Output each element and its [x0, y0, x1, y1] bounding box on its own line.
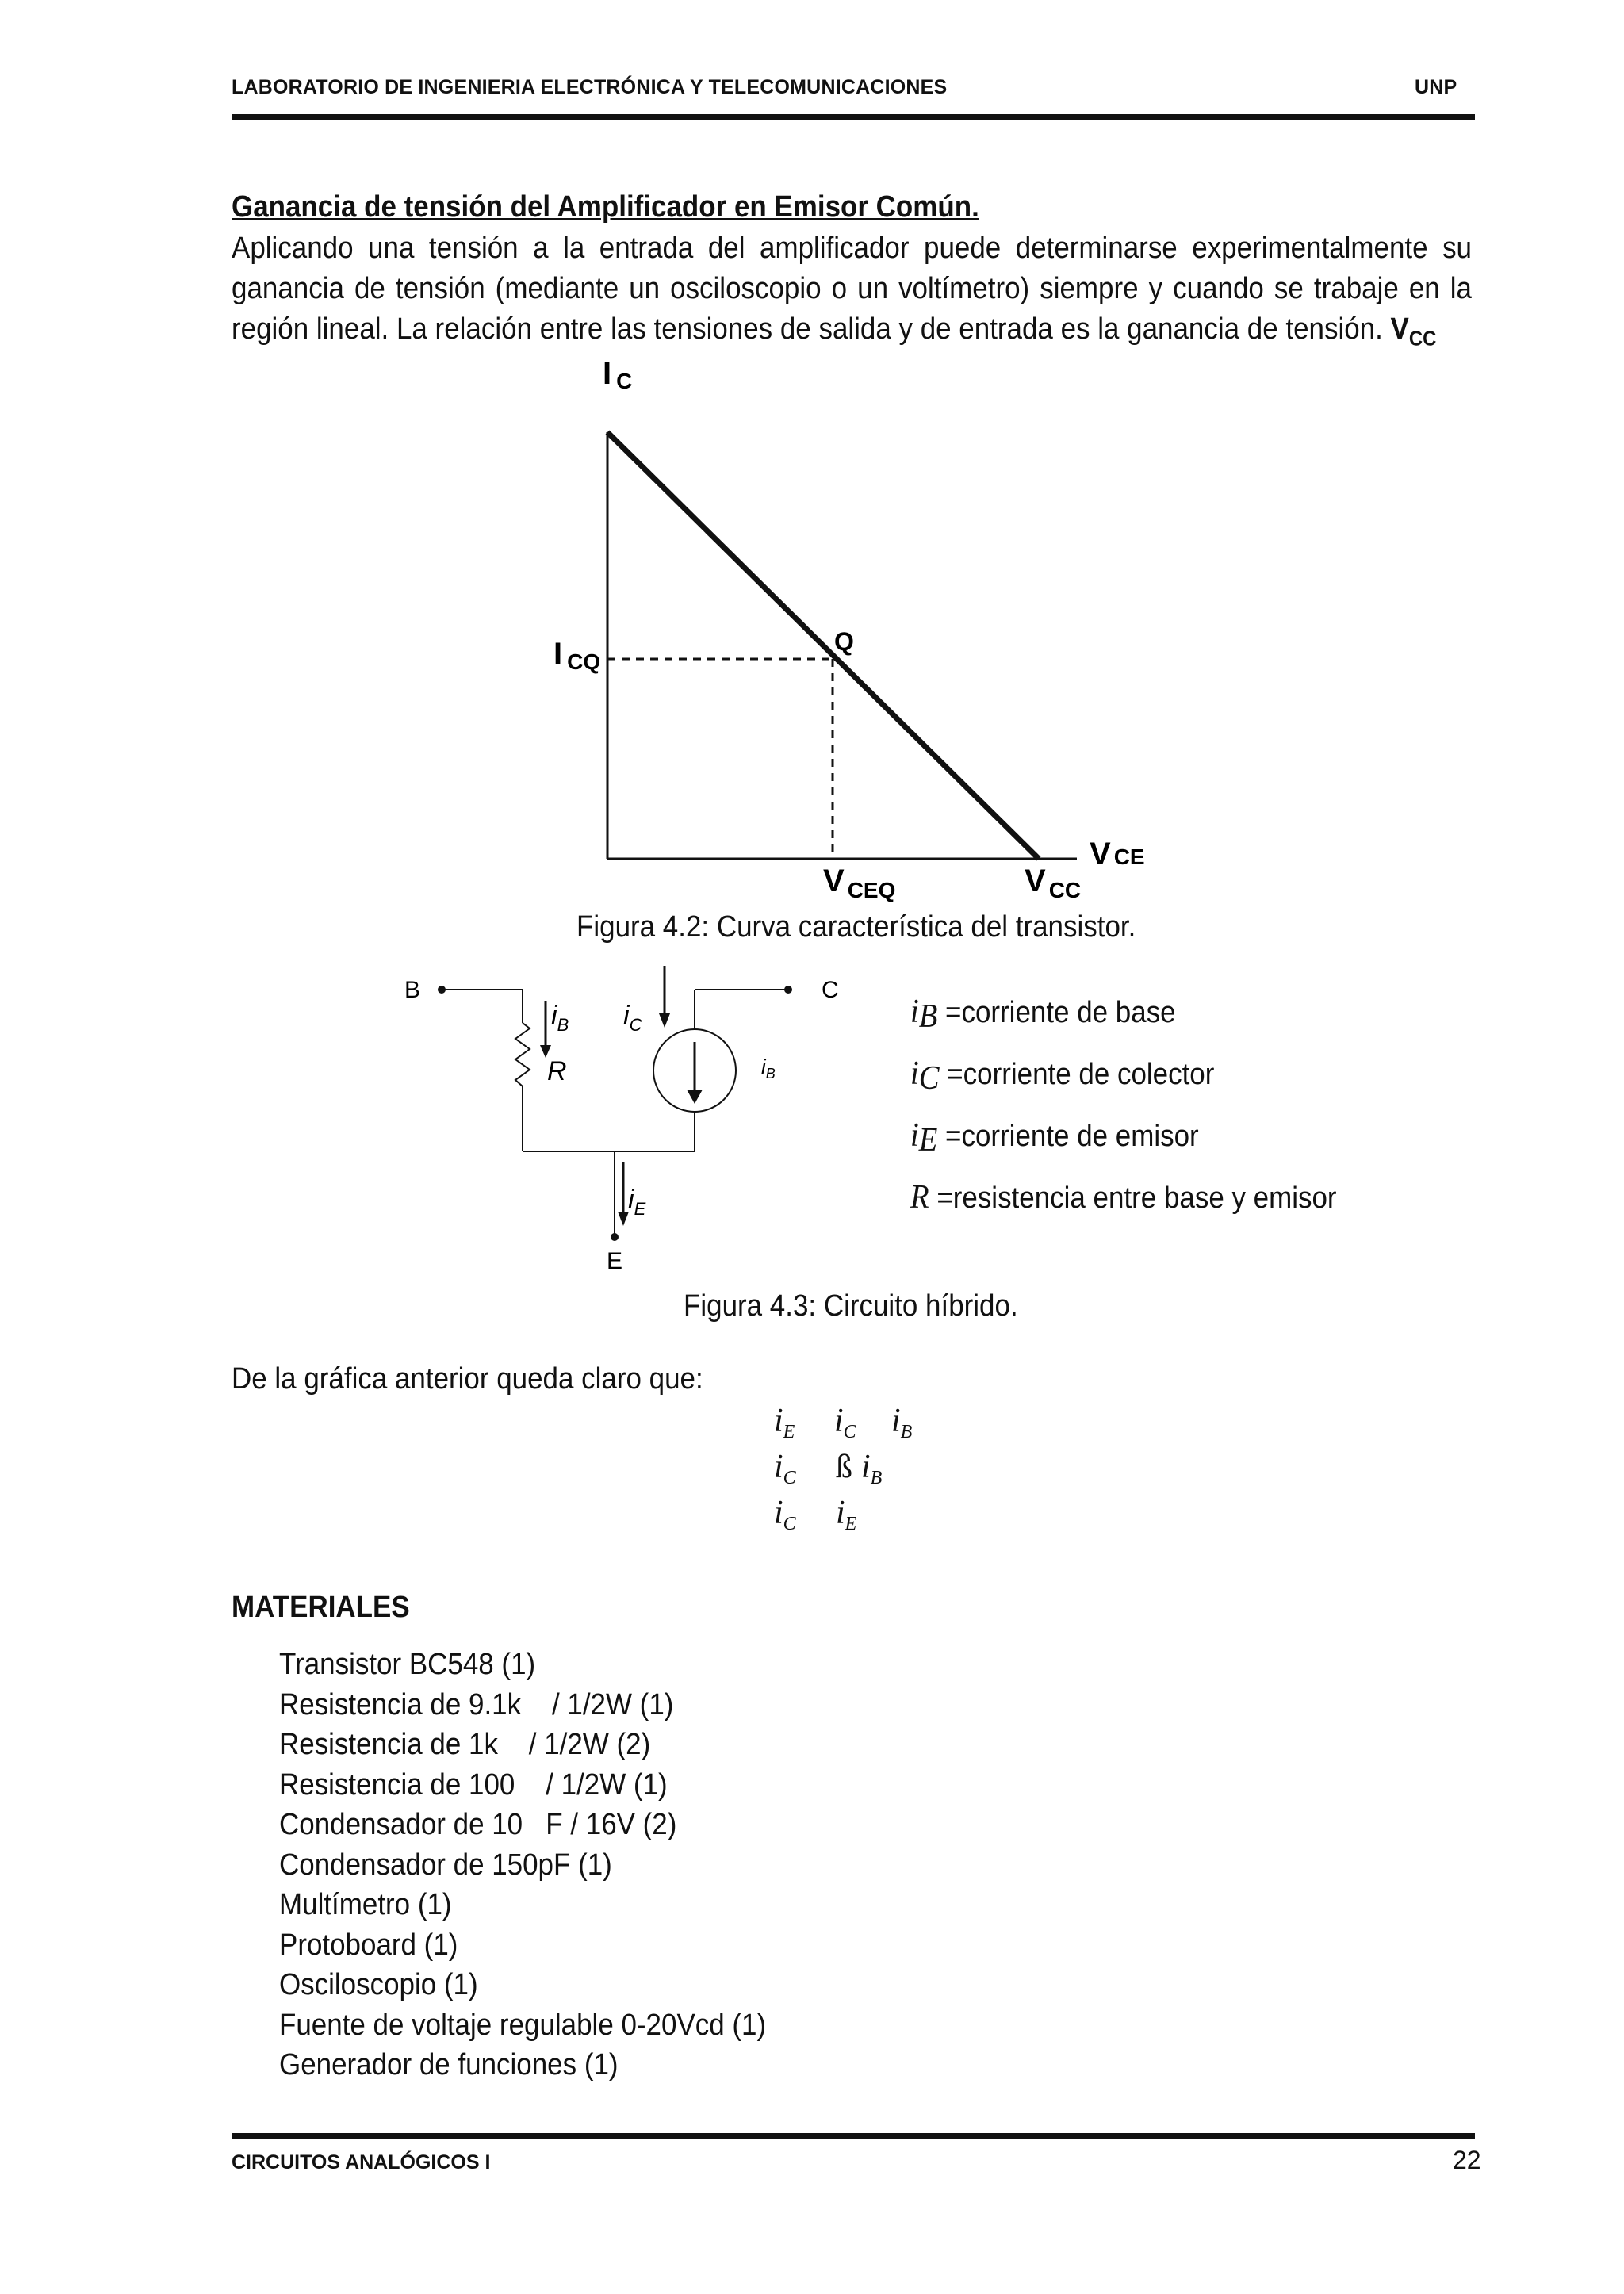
header-institution: UNP [1415, 76, 1457, 98]
eq3-term-a: $i_C$ [774, 1495, 796, 1534]
materials-list [279, 1645, 766, 2085]
footer-course: CIRCUITOS ANALÓGICOS I [232, 2151, 491, 2173]
eq1-term-c: $i_B$ [891, 1403, 913, 1442]
load-line [607, 432, 1039, 859]
source-arrow-head [687, 1090, 703, 1104]
node-b-label: B [404, 977, 421, 1003]
source-value-label: $i_B$ [761, 1055, 776, 1082]
eq1-term-b: $i_C$ [834, 1403, 856, 1442]
list-item: Generador de funciones (1) [279, 2048, 619, 2081]
figure-4-2-caption: Figura 4.2: Curva característica del transistor. [576, 910, 1136, 944]
paragraph-line: Aplicando una tensión a la entrada del amplificador puede determinarse experimentalmente su [232, 232, 1472, 265]
section-title: Ganancia de tensión del Amplificador en Emisor Común. [232, 190, 979, 224]
ic-arrow-head [659, 1013, 670, 1028]
paragraph-line: ganancia de tensión (mediante un osciloscopio o un voltímetro) siempre y cuando se trabaje en la [232, 272, 1472, 305]
list-item: Osciloscopio (1) [279, 1968, 478, 2001]
legend-item: R =resistencia entre base y emisor [910, 1179, 1337, 1216]
legend-item: $i_B$ =corriente de base [910, 994, 1176, 1035]
footer-page-number: 22 [1453, 2146, 1481, 2174]
vcc-symbol: $V_{CC}$ [1390, 312, 1437, 350]
vcc-label: V $_{CC}$ [1025, 864, 1082, 902]
list-item: Resistencia de 100 / 1/2W (1) [279, 1767, 668, 1802]
eq2-term-b: $i_B$ [861, 1449, 883, 1488]
ic-axis-label: I C [603, 356, 633, 393]
r-component-label: R [547, 1056, 567, 1086]
list-item: Resistencia de 1k / 1/2W (2) [279, 1728, 651, 1761]
eq1-term-a: $i_E$ [774, 1403, 795, 1442]
footer-rule [232, 2133, 1475, 2139]
figure-4-3-caption: Figura 4.3: Circuito híbrido. [684, 1289, 1018, 1323]
legend-item: $i_E$ =corriente de emisor [910, 1117, 1199, 1158]
paragraph-last-text: región lineal. La relación entre las tensiones de salida y de entrada es la ganancia de tensión. [232, 312, 1383, 346]
conclusion-intro: De la gráfica anterior queda claro que: [232, 1362, 703, 1396]
ie-branch-label: $i_E$ [628, 1185, 646, 1219]
list-item: Multímetro (1) [279, 1888, 452, 1921]
eq2-term-a: $i_C$ [774, 1449, 796, 1488]
ib-branch-label: $i_B$ [551, 1001, 569, 1035]
list-item: Protoboard (1) [279, 1928, 458, 1962]
q-point-label: Q [834, 627, 854, 656]
hybrid-legend [910, 983, 1337, 1231]
vce-axis-label: V CE [1090, 837, 1145, 871]
list-item: Fuente de voltaje regulable 0-20Vcd (1) [279, 2008, 767, 2042]
list-item: Condensador de 150pF (1) [279, 1848, 612, 1882]
vceq-label: V $_{CEQ}$ [823, 864, 896, 902]
icq-label: I CQ [553, 637, 601, 674]
list-item: Resistencia de 9.1k / 1/2W (1) [279, 1687, 674, 1721]
materials-title: MATERIALES [232, 1591, 410, 1624]
ic-branch-label: $i_C$ [623, 1001, 642, 1035]
resistor-r [515, 1023, 530, 1086]
node-e-label: E [607, 1248, 623, 1274]
hybrid-circuit [404, 966, 839, 1274]
eq2-beta: ß [836, 1449, 852, 1485]
list-item: Transistor BC548 (1) [279, 1648, 536, 1681]
list-item: Condensador de 10 F / 16V (2) [279, 1808, 677, 1841]
node-c-label: C [822, 977, 839, 1003]
node-e-terminal [611, 1233, 619, 1241]
header-lab-title: LABORATORIO DE INGENIERIA ELECTRÓNICA Y TELECOMUNICACIONES [232, 76, 948, 98]
ie-arrow-head [618, 1212, 629, 1226]
legend-item: $i_C$ =corriente de colector [910, 1055, 1215, 1097]
eq3-term-b: $i_E$ [836, 1495, 857, 1534]
